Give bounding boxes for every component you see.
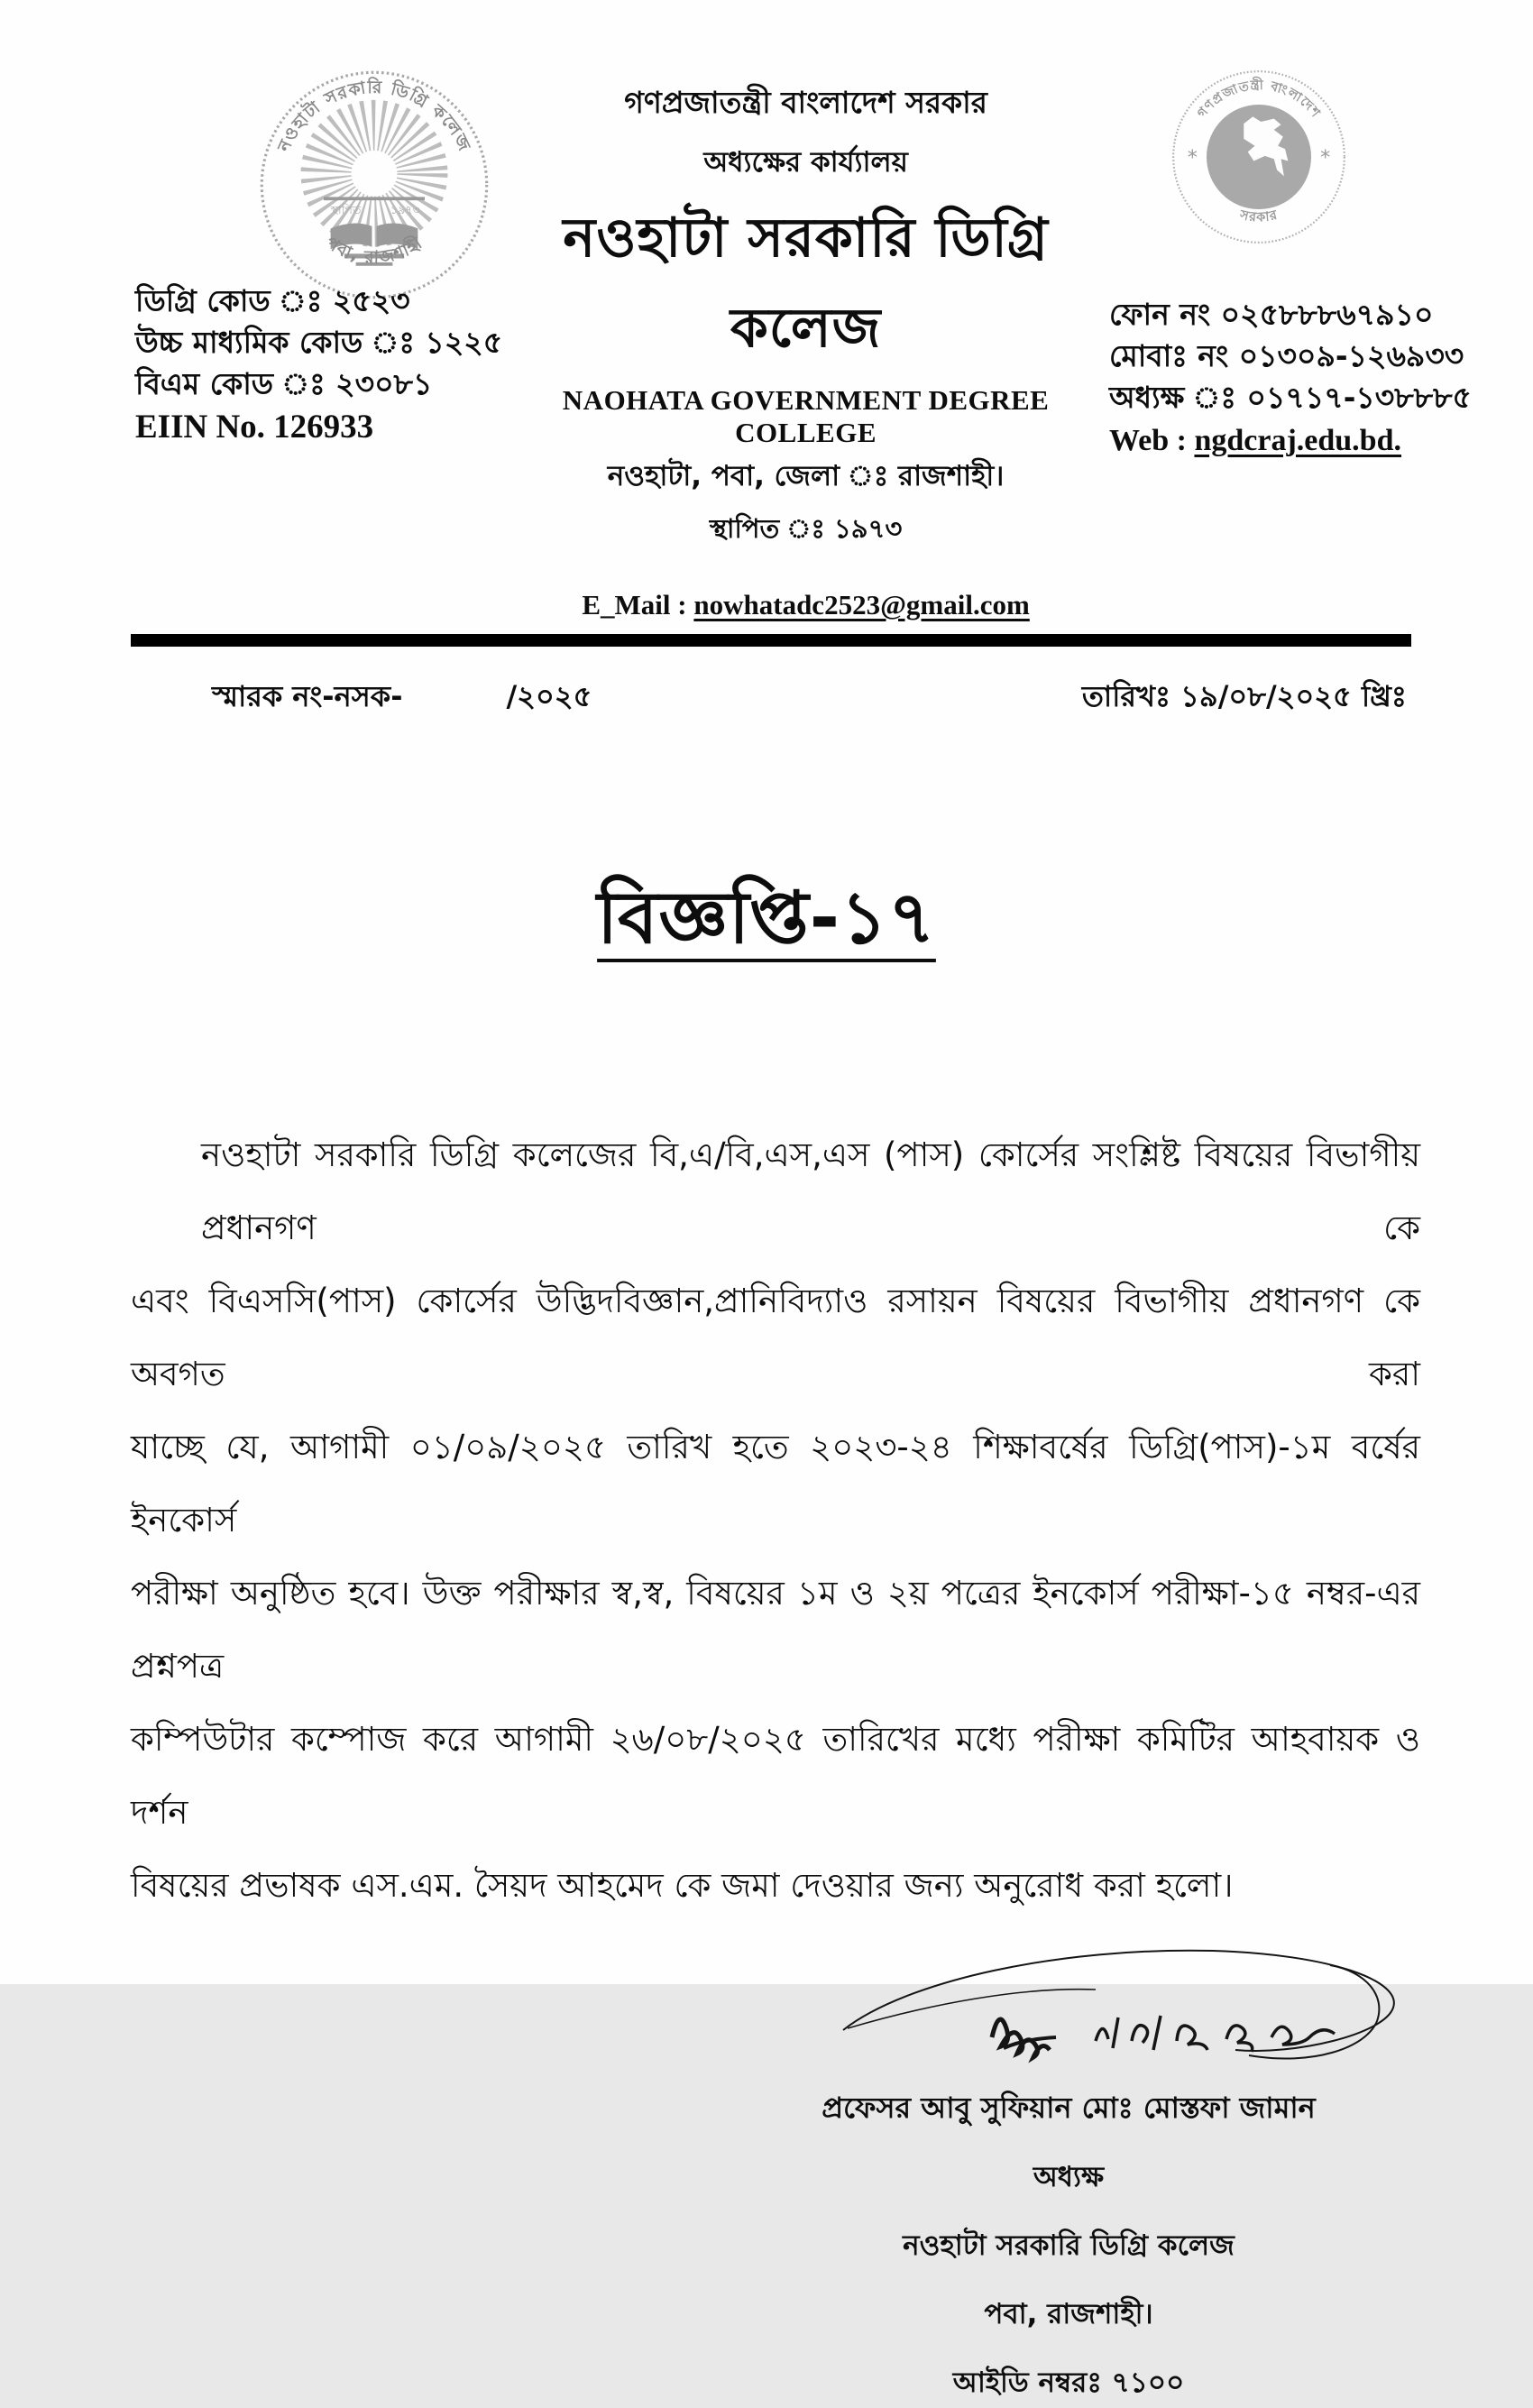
established-year: স্থাপিত ঃ ১৯৭৩ — [709, 513, 903, 544]
memo-prefix: স্মারক নং-নসক- — [212, 679, 403, 713]
letterhead-left-column — [0, 45, 502, 448]
contact-numbers — [1109, 294, 1497, 462]
svg-text:পবা, রাজশাহী — [322, 231, 427, 268]
principal-name: প্রফেসর আবু সুফিয়ান মোঃ মোস্তফা জামান — [822, 2091, 1316, 2125]
college-address: নওহাটা, পবা, জেলা ঃ রাজশাহী। — [607, 460, 1005, 492]
letterhead — [0, 45, 1533, 621]
office-line: অধ্যক্ষের কার্য্যালয় — [703, 146, 908, 179]
body-line-6: বিষয়ের প্রভাষক এস.এম. সৈয়দ আহমেদ কে জমা দেওয়ার জন্য অনুরোধ করা হলো। — [131, 1866, 1234, 1905]
body-line-4: পরীক্ষা অনুষ্ঠিত হবে। উক্ত পরীক্ষার স্ব,স্ব, বিষয়ের ১ম ও ২য় পত্রের ইনকোর্স পরীক্ষা-১৫ নম্বর-এর প্রশ্নপত্র — [131, 1574, 1420, 1686]
memo-number-line — [212, 674, 592, 722]
signature-block — [807, 1940, 1330, 2408]
body-line-5: কম্পিউটার কম্পোজ করে আগামী ২৬/০৮/২০২৫ তারিখের মধ্যে পরীক্ষা কমিটির আহবায়ক ও দর্শন — [131, 1720, 1420, 1832]
mobile-number: মোবাঃ নং ০১৩০৯-১২৬৯৩৩ — [1109, 338, 1464, 373]
letterhead-center-column — [502, 45, 1109, 621]
degree-code: ডিগ্রি কোড ঃ ২৫২৩ — [135, 283, 410, 318]
website-line — [1109, 420, 1497, 462]
seal-star-right: * — [1320, 145, 1331, 170]
seal-star-left: * — [1187, 145, 1198, 170]
email-line — [502, 589, 1109, 621]
svg-text:সরকার — [1237, 207, 1280, 225]
web-label: Web : — [1109, 424, 1187, 457]
notice-body — [131, 1118, 1420, 1922]
notice-title: বিজ্ঞপ্তি-১৭ — [597, 876, 936, 960]
college-seal-left-mark: স্থাপিত — [330, 202, 362, 216]
higher-secondary-code: উচ্চ মাধ্যমিক কোড ঃ ১২২৫ — [135, 325, 503, 360]
handwritten-signature — [825, 1940, 1420, 2098]
principal-id-number: আইডি নম্বরঃ ৭১০০ — [952, 2367, 1185, 2399]
memo-year: /২০২৫ — [506, 679, 592, 713]
signature-location: পবা, রাজশাহী। — [984, 2298, 1153, 2330]
body-line-2: এবং বিএসসি(পাস) কোর্সের উদ্ভিদবিজ্ঞান,প্রানিবিদ্যাও রসায়ন বিষয়ের বিভাগীয় প্রধানগণ কে অবগত করা — [131, 1282, 1420, 1393]
government-line: গণপ্রজাতন্ত্রী বাংলাদেশ সরকার — [624, 85, 987, 120]
government-seal-logo — [1163, 61, 1354, 253]
principal-designation: অধ্যক্ষ — [1033, 2161, 1105, 2193]
college-name-english: NAOHATA GOVERNMENT DEGREE COLLEGE — [562, 384, 1050, 448]
college-seal-top-text: নওহাটা সরকারি ডিগ্রি কলেজ — [272, 77, 476, 155]
college-seal-logo — [248, 59, 500, 311]
letterhead-right-column — [1109, 45, 1533, 462]
signature-college-name: নওহাটা সরকারি ডিগ্রি কলেজ — [903, 2229, 1235, 2262]
memo-row — [0, 647, 1533, 722]
body-line-1: নওহাটা সরকারি ডিগ্রি কলেজের বি,এ/বি,এস,এস (পাস) কোর্সের সংশ্লিষ্ট বিষয়ের বিভাগীয় প্রধানগণ কে — [201, 1135, 1420, 1247]
memo-date: তারিখঃ ১৯/০৮/২০২৫ খ্রিঃ — [1081, 679, 1407, 713]
principal-number: অধ্যক্ষ ঃ ০১৭১৭-১৩৮৮৮৫ — [1109, 380, 1472, 415]
header-divider-rule — [131, 634, 1411, 647]
college-seal-bottom-text: পবা, রাজশাহী — [322, 232, 427, 268]
college-name-bengali: নওহাটা সরকারি ডিগ্রি কলেজ — [563, 207, 1049, 360]
college-seal-right-mark: ১৯৭৩ — [390, 202, 420, 216]
body-line-3: যাচ্ছে যে, আগামী ০১/০৯/২০২৫ তারিখ হতে ২০২৩-২৪ শিক্ষাবর্ষের ডিগ্রি(পাস)-১ম বর্ষের ইনকোর্স — [131, 1428, 1420, 1539]
eiin-number: EIIN No. 126933 — [135, 409, 374, 446]
govt-seal-top-text: গণপ্রজাতন্ত্রী বাংলাদেশ — [1194, 78, 1324, 121]
bm-code: বিএম কোড ঃ ২৩০৮১ — [135, 366, 433, 401]
email-address: nowhatadc2523@gmail.com — [693, 589, 1030, 620]
website-address: ngdcraj.edu.bd. — [1194, 424, 1402, 457]
email-label: E_Mail : — [582, 589, 687, 620]
phone-number: ফোন নং ০২৫৮৮৮৬৭৯১০ — [1109, 297, 1434, 332]
govt-seal-bottom-text: সরকার — [1238, 207, 1280, 225]
